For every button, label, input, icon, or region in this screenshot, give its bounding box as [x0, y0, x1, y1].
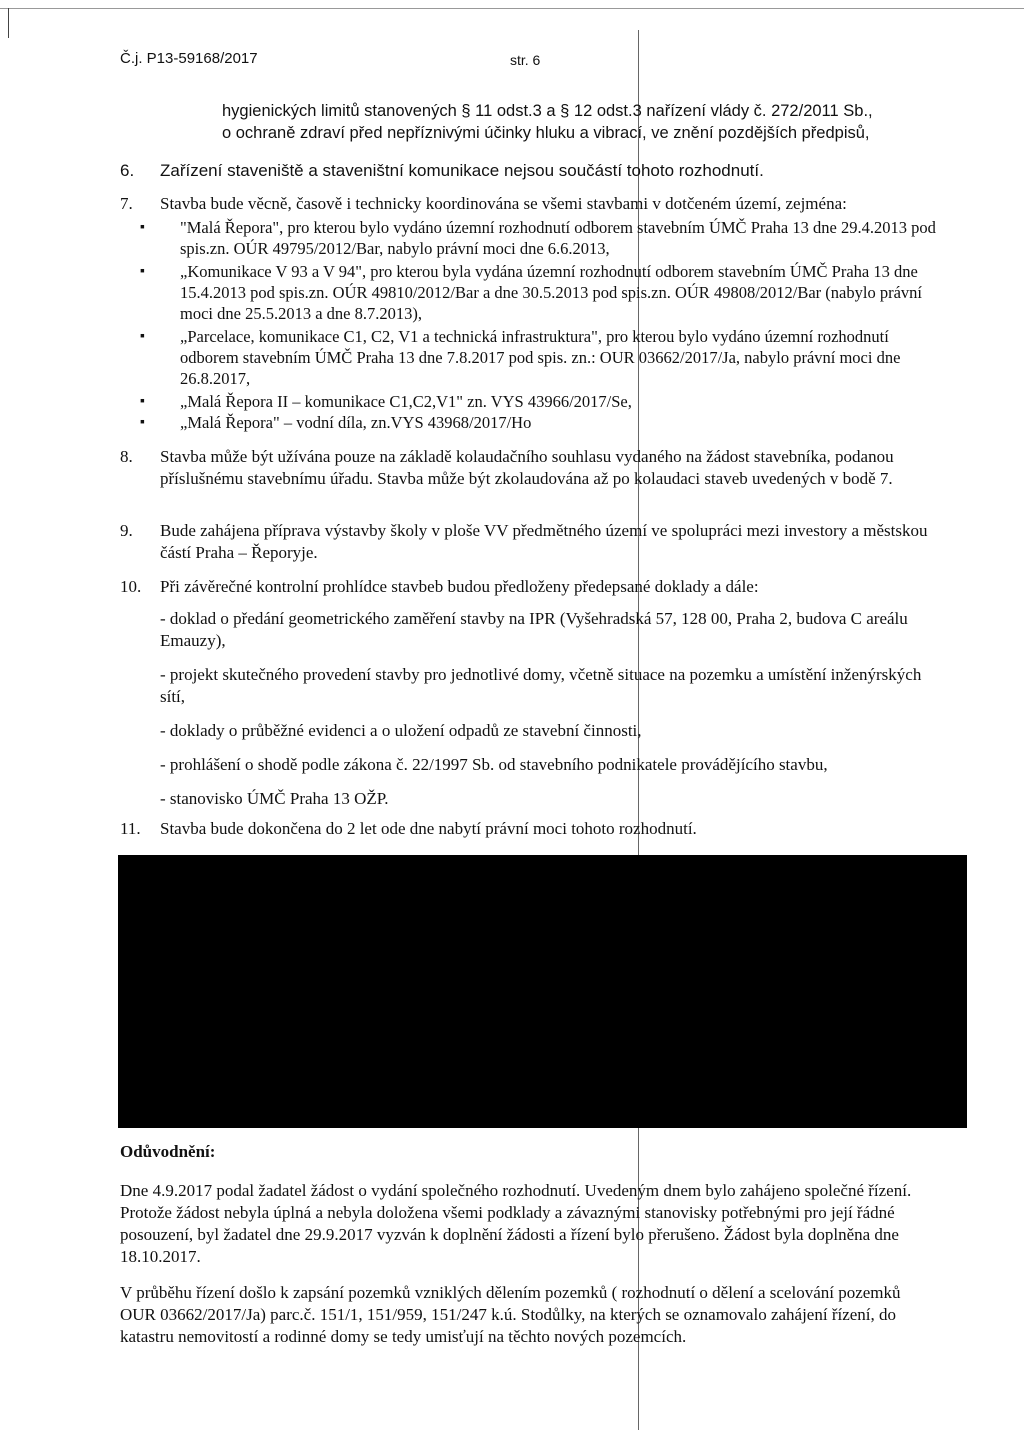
list-item: ▪ „Malá Řepora II – komunikace C1,C2,V1" zn. VYS 43966/2017/Se, [180, 391, 950, 412]
item-7-related-projects [120, 217, 950, 433]
scan-border-top [0, 8, 1024, 9]
item-7-text: Stavba bude věcně, časově i technicky koordinována se všemi stavbami v dotčeném území, zejména: [160, 194, 847, 213]
item-7-number: 7. [120, 194, 133, 213]
item-6-text: Zařízení staveniště a staveništní komunikace nejsou součástí tohoto rozhodnutí. [160, 161, 764, 180]
item-8 [120, 446, 950, 490]
page-number: str. 6 [510, 52, 541, 68]
item-7 [120, 193, 950, 433]
reasoning-section [120, 1142, 940, 1348]
list-item: - doklad o předání geometrického zaměření stavby na IPR (Vyšehradská 57, 128 00, Praha 2, budova C areálu Emauzy), [160, 609, 908, 650]
reasoning-paragraph-1: Dne 4.9.2017 podal žadatel žádost o vydání společného rozhodnutí. Uvedeným dnem bylo zahájeno společné řízení. Protože žádost nebyla úplná a nebyla doložena všemi podklady a závaznými stanovisky potřebnými pro její řádné posouzení, byl žadatel dne 29.9.2017 vyzván k doplnění žádosti a řízení bylo přerušeno. Žádost byla doplněna dne 18.10.2017. [120, 1181, 912, 1266]
redacted-block [118, 855, 967, 1128]
list-item: ▪ „Malá Řepora" – vodní díla, zn.VYS 43968/2017/Ho [180, 412, 950, 433]
item-8-number: 8. [120, 447, 133, 466]
item-10-document-list [120, 608, 950, 810]
scan-border-left [8, 8, 9, 38]
item-9 [120, 520, 950, 564]
item-11-number: 11. [120, 819, 141, 838]
list-item: - doklady o průběžné evidenci a o uložení odpadů ze stavební činnosti, [160, 721, 642, 740]
reasoning-paragraph-2: V průběhu řízení došlo k zapsání pozemků vzniklých dělením pozemků ( rozhodnutí o dělení a scelování pozemků OUR 03662/2017/Ja) parc.č. 151/1, 151/959, 151/247 k.ú. Stodůlky, na kterých se oznamovalo zahájení řízení, do katastru nemovitostí a rodinné domy se tedy umisťují na těchto nových pozemcích. [120, 1283, 901, 1346]
item-11 [120, 818, 950, 840]
item-10 [120, 576, 950, 822]
reasoning-heading: Odůvodnění: [120, 1142, 216, 1161]
item-6 [120, 160, 950, 182]
list-item: - projekt skutečného provedení stavby pro jednotlivé domy, včetně situace na pozemku a umístění inženýrských sítí, [160, 665, 922, 706]
list-item: ▪ „Parcelace, komunikace C1, C2, V1 a technická infrastruktura", pro kterou bylo vydáno územní rozhodnutí odborem stavebním ÚMČ Praha 13 dne 7.8.2017 pod spis. zn.: OUR 03662/2017/Ja, nabylo právní moci dne 26.8.2017, [180, 326, 950, 389]
list-item: - prohlášení o shodě podle zákona č. 22/1997 Sb. od stavebního podnikatele provádějícího stavbu, [160, 755, 828, 774]
continuation-line-1: hygienických limitů stanovených § 11 odst.3 a § 12 odst.3 nařízení vlády č. 272/2011 Sb., [222, 102, 873, 120]
item-10-text: Při závěrečné kontrolní prohlídce stavbeb budou předloženy předepsané doklady a dále: [160, 577, 759, 596]
item-11-text: Stavba bude dokončena do 2 let ode dne nabytí právní moci tohoto rozhodnutí. [160, 819, 697, 838]
document-reference: Č.j. P13-59168/2017 [120, 50, 258, 67]
continuation-paragraph [222, 100, 962, 144]
list-item: ▪ "Malá Řepora", pro kterou bylo vydáno územní rozhodnutí odborem stavebním ÚMČ Praha 13 dne 29.4.2013 pod spis.zn. OÚR 49795/2012/Bar, nabylo právní moci dne 6.6.2013, [180, 217, 950, 259]
item-6-number: 6. [120, 161, 135, 180]
list-item: - stanovisko ÚMČ Praha 13 OŽP. [160, 789, 389, 808]
item-9-text: Bude zahájena příprava výstavby školy v ploše VV předmětného území ve spolupráci mezi investory a městskou částí Praha – Řeporyje. [160, 521, 928, 562]
item-10-number: 10. [120, 577, 142, 596]
item-8-text: Stavba může být užívána pouze na základě kolaudačního souhlasu vydaného na žádost stavebníka, podanou příslušnému stavebnímu úřadu. Stavba může být zkolaudována až po kolaudaci staveb uvedených v bodě 7. [160, 447, 894, 488]
item-9-number: 9. [120, 521, 133, 540]
continuation-line-2: o ochraně zdraví před nepříznivými účinky hluku a vibrací, ve znění pozdějších předpisů, [222, 124, 870, 142]
list-item: ▪ „Komunikace V 93 a V 94", pro kterou byla vydána územní rozhodnutí odborem stavebním ÚMČ Praha 13 dne 15.4.2013 pod spis.zn. OÚR 49810/2012/Bar a dne 30.5.2013 pod spis.zn. OÚR 49808/2012/Bar (nabylo právní moci dne 25.5.2013 a dne 8.7.2013), [180, 261, 950, 324]
